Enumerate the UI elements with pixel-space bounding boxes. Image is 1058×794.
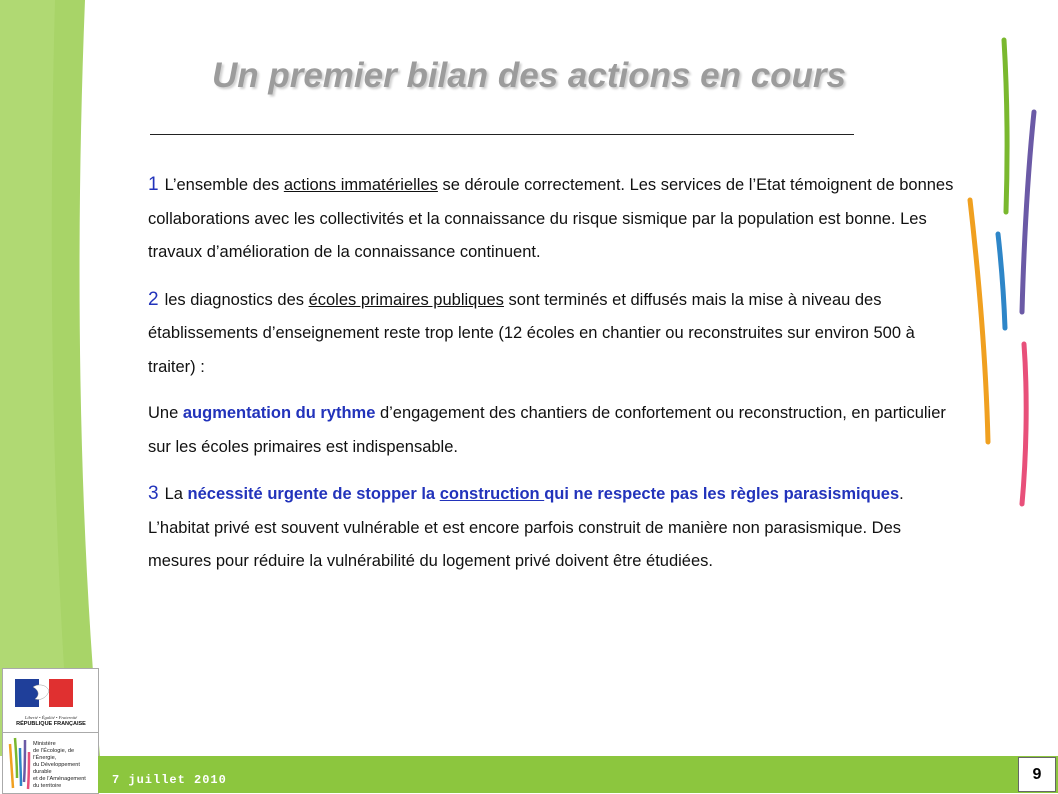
footer-bar [98, 756, 1058, 793]
ministry-name [33, 741, 97, 790]
paragraph-1 [148, 168, 960, 270]
paragraph-text: Une [148, 404, 183, 422]
highlighted-term: nécessité urgente de stopper la [187, 485, 440, 503]
ministry-line: et de l’Aménagement [33, 776, 86, 782]
stripe-orange [970, 200, 988, 442]
republique-francaise-logo [2, 668, 99, 733]
footer-date: 7 juillet 2010 [112, 773, 227, 787]
underlined-term: écoles primaires publiques [308, 290, 504, 309]
page-number: 9 [1018, 757, 1056, 792]
paragraph-text: se déroule correctement. Les services de l’Etat témoignent de bonnes collaborations avec les collectivités et la connaissance du risque sismique par la population est bonne. Les travaux d’amélioration de la connaissance continuent. [148, 176, 954, 261]
paragraph-text: les diagnostics des [164, 290, 309, 309]
marianne-icon [3, 669, 98, 715]
stripe-purple [1022, 112, 1034, 312]
paragraph-text: La [164, 485, 188, 503]
paragraph-4 [148, 477, 960, 579]
paragraph-text: d’engagement des chantiers de confortement ou reconstruction, en particulier sur les écoles primaires est indispensable. [148, 404, 946, 456]
item-number: 1 [148, 174, 159, 195]
slide-body [148, 168, 960, 592]
underlined-term: actions immatérielles [283, 176, 438, 194]
highlighted-term: augmentation du rythme [182, 404, 376, 422]
highlighted-term: qui ne respecte pas les règles parasismiques [544, 485, 900, 503]
paragraph-2 [148, 283, 960, 385]
slide-title: Un premier bilan des actions en cours [211, 56, 847, 95]
ministry-line: du territoire [33, 783, 62, 789]
title-divider-right [502, 134, 854, 135]
stripe-pink [1022, 344, 1026, 504]
logo-name: RÉPUBLIQUE FRANÇAISE [16, 721, 86, 727]
title-divider-left [150, 134, 502, 135]
ministry-line: Ministère [33, 741, 56, 747]
ministry-line: de l’Écologie, de l’Énergie, [33, 748, 75, 761]
ministry-line: du Développement durable [33, 762, 80, 775]
paragraph-text: L’ensemble des [164, 176, 284, 194]
ministry-logo [2, 732, 99, 794]
logo-motto: Liberté • Égalité • Fraternité [24, 715, 78, 720]
ministry-stripes-icon [5, 734, 33, 792]
paragraph-text: sont terminés et diffusés mais la mise à niveau des établissements d’enseignement reste trop lente (12 écoles en chantier ou reconstruites sur environ 500 à traiter) : [148, 290, 915, 376]
paragraph-3 [148, 397, 960, 464]
item-number: 3 [148, 483, 159, 504]
paragraph-text: . L’habitat privé est souvent vulnérable et est encore parfois construit de manière non parasismique. Des mesures pour réduire la vulnérabilité du logement privé doivent être étudiées. [148, 485, 904, 570]
highlighted-underlined-term: construction [439, 485, 545, 503]
item-number: 2 [148, 288, 159, 310]
stripe-blue [998, 234, 1005, 328]
